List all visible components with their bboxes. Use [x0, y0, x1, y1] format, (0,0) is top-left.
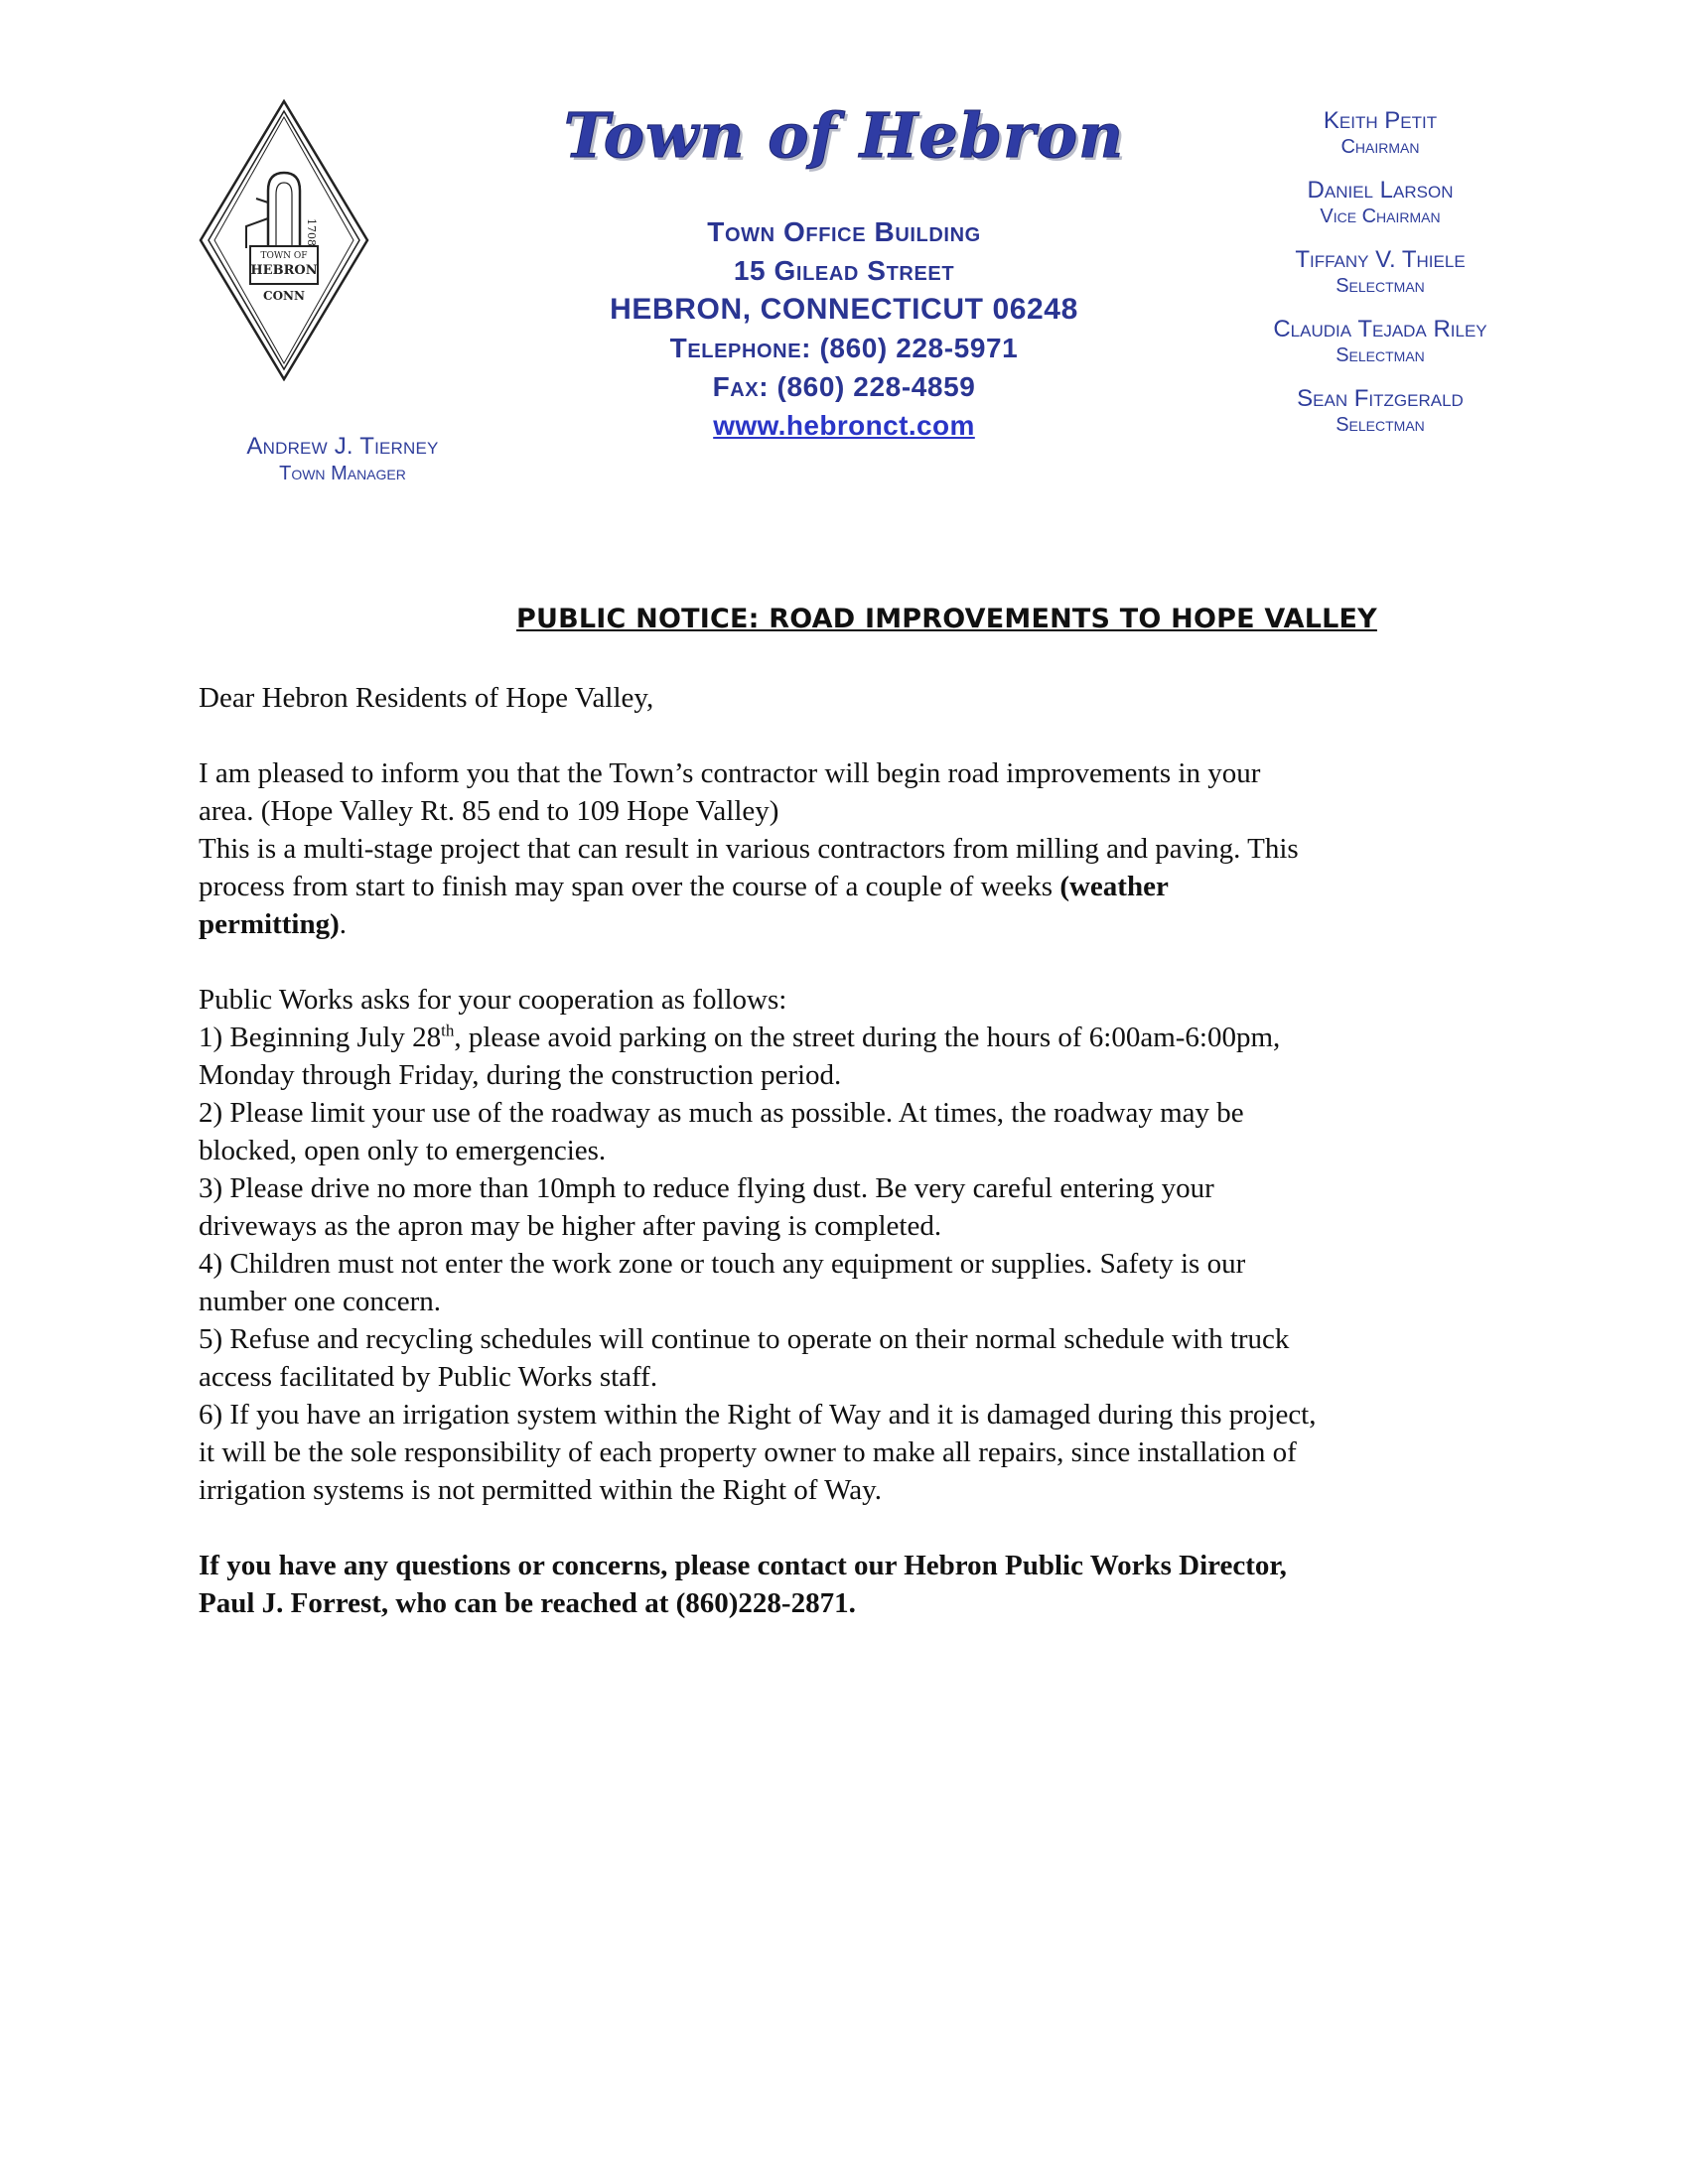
intro-line [199, 868, 1489, 905]
board-of-selectmen [1221, 107, 1539, 455]
list-item: blocked, open only to emergencies. [199, 1135, 607, 1166]
salutation: Dear Hebron Residents of Hope Valley, [199, 682, 654, 714]
notice-title: PUBLIC NOTICE: ROAD IMPROVEMENTS TO HOPE VALLEY [516, 604, 1377, 634]
board-member [1221, 316, 1539, 367]
manager-name: Andrew J. Tierney [246, 433, 439, 460]
list-item: 2) Please limit your use of the roadway as much as possible. At times, the roadway may be [199, 1097, 1244, 1129]
weather-note-cont: permitting) [199, 908, 340, 940]
fax: Fax: (860) 228-4859 [712, 371, 976, 402]
intro-line: area. (Hope Valley Rt. 85 end to 109 Hope Valley) [199, 795, 779, 827]
town-manager-block [174, 433, 511, 485]
seal-line2: HEBRON [250, 263, 318, 278]
member-name: Sean Fitzgerald [1297, 385, 1464, 412]
list-item: 6) If you have an irrigation system within the Right of Way and it is damaged during this project, [199, 1399, 1317, 1431]
member-name: Daniel Larson [1307, 177, 1454, 204]
member-title: Selectman [1336, 344, 1425, 366]
ordinal-suffix: th [441, 1021, 455, 1040]
cooperation-intro: Public Works asks for your cooperation as follows: [199, 984, 787, 1016]
list-item: number one concern. [199, 1286, 441, 1317]
list-item: access facilitated by Public Works staff. [199, 1361, 658, 1393]
board-member [1221, 177, 1539, 228]
manager-title: Town Manager [279, 463, 406, 484]
member-name: Claudia Tejada Riley [1273, 316, 1487, 342]
intro-period: . [339, 908, 347, 940]
member-title: Chairman [1340, 136, 1420, 158]
seal-line3: CONN [263, 289, 305, 303]
item-text: , please avoid parking on the street during the hours of 6:00am-6:00pm, [454, 1022, 1281, 1053]
website-link[interactable]: www.hebronct.com [713, 410, 975, 441]
intro-line [199, 905, 1489, 943]
intro-line: This is a multi-stage project that can result in various contractors from milling and paving. This [199, 833, 1299, 865]
intro-line: I am pleased to inform you that the Town’s contractor will begin road improvements in your [199, 757, 1261, 789]
member-name: Tiffany V. Thiele [1295, 246, 1466, 273]
list-item: driveways as the apron may be higher after paving is completed. [199, 1210, 942, 1242]
list-item: it will be the sole responsibility of each property owner to make all repairs, since installation of [199, 1436, 1297, 1468]
seal-year: 1708 [305, 218, 318, 246]
weather-note: (weather [1059, 871, 1169, 902]
seal-line1: TOWN OF [260, 251, 308, 261]
closing-line: Paul J. Forrest, who can be reached at (860)228-2871. [199, 1587, 856, 1619]
list-item [199, 1019, 1489, 1056]
list-item: 3) Please drive no more than 10mph to reduce flying dust. Be very careful entering your [199, 1172, 1214, 1204]
member-title: Vice Chairman [1320, 205, 1441, 227]
list-item: 4) Children must not enter the work zone or touch any equipment or supplies. Safety is our [199, 1248, 1246, 1280]
list-item: 5) Refuse and recycling schedules will continue to operate on their normal schedule with truck [199, 1323, 1290, 1355]
town-title: Town of Hebron [563, 99, 1125, 172]
board-member [1221, 385, 1539, 437]
member-title: Selectman [1336, 414, 1425, 436]
list-item: irrigation systems is not permitted within the Right of Way. [199, 1474, 882, 1506]
intro-text: process from start to finish may span over the course of a couple of weeks [199, 871, 1060, 902]
address-building: Town Office Building [707, 216, 981, 247]
board-member [1221, 107, 1539, 159]
list-item: Monday through Friday, during the construction period. [199, 1059, 842, 1091]
member-name: Keith Petit [1323, 107, 1438, 134]
telephone: Telephone: (860) 228-5971 [669, 333, 1019, 363]
address-street: 15 Gilead Street [733, 255, 955, 286]
board-member [1221, 246, 1539, 298]
address-city: HEBRON, CONNECTICUT 06248 [610, 293, 1078, 326]
letterhead [556, 99, 1132, 446]
town-seal-logo [199, 99, 369, 381]
closing-line: If you have any questions or concerns, please contact our Hebron Public Works Director, [199, 1550, 1287, 1581]
member-title: Selectman [1336, 275, 1425, 297]
letter-body [199, 679, 1489, 1622]
item-text: 1) Beginning July 28 [199, 1022, 442, 1053]
